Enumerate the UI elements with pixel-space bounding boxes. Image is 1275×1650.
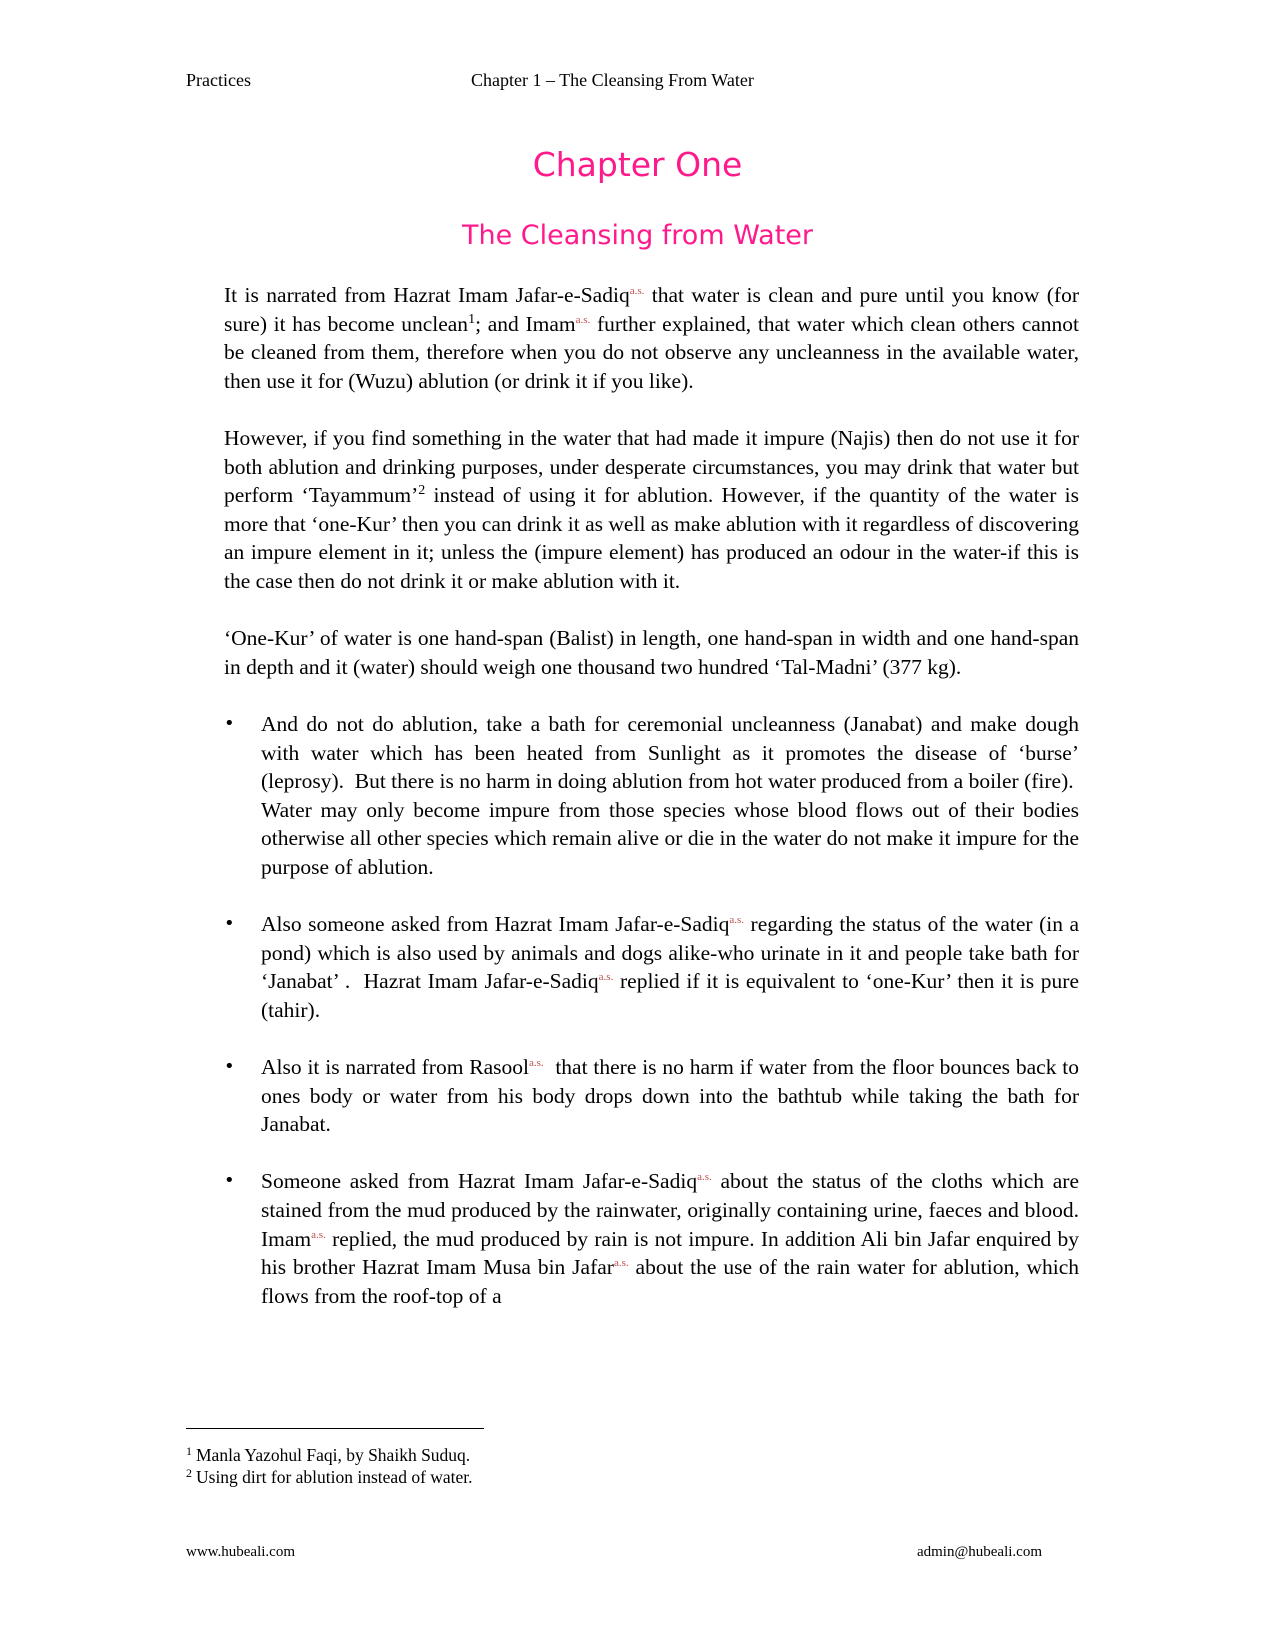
- honorific-superscript: a.s.: [613, 1257, 629, 1270]
- bullet-icon: •: [224, 1056, 235, 1078]
- chapter-subtitle: The Cleansing from Water: [461, 220, 814, 251]
- honorific-superscript: a.s.: [529, 1057, 544, 1070]
- main-text: [224, 281, 1079, 1339]
- text-run: that water is clean and pure until you know (for sure) it has become unclean: [224, 283, 1079, 336]
- text-run: And do not do ablution, take a bath for ceremonial uncleanness (Janabat) and make dough with water which has been heated from Sunlight as it promotes the disease of ‘burse’ (leprosy). But there is no harm in doing ablution from hot water produced from a boiler (fire). Water may only become impure from those species whose blood flows out of their bodies otherwise all other species which remain alive or die in the water do not make it impure for the purpose of ablution.: [261, 711, 1079, 879]
- header-chapter-title: Chapter 1 – The Cleansing From Water: [471, 70, 754, 90]
- text-run: Also it is narrated from Rasool: [261, 1055, 529, 1080]
- text-run: replied, the mud produced by rain is not impure. In addition Ali bin Jafar enquired by his brother Hazrat Imam Musa bin Jafar: [261, 1226, 1079, 1280]
- footnote-reference[interactable]: 1: [468, 311, 476, 327]
- paragraph: [224, 624, 1079, 681]
- bullet-icon: •: [224, 712, 235, 734]
- list-item: [224, 1053, 1079, 1139]
- text-run: about the use of the rain water for ablution, which flows from the roof-top of a: [261, 1255, 1079, 1308]
- text-run: replied if it is equivalent to ‘one-Kur’ then it is pure (tahir).: [261, 969, 1079, 1022]
- text-run: ; and Imam: [475, 311, 576, 336]
- footnote: [186, 1444, 1066, 1466]
- footnote-text: Manla Yazohul Faqi, by Shaikh Suduq.: [196, 1445, 471, 1465]
- paragraph: [224, 424, 1079, 596]
- footer-website-link[interactable]: www.hubeali.com: [186, 1544, 295, 1560]
- list-item: [224, 910, 1079, 1024]
- bullet-icon: •: [224, 913, 235, 935]
- text-run: that there is no harm if water from the floor bounces back to ones body or water from his body drops down into the bathtub while taking the bath for Janabat.: [261, 1055, 1080, 1137]
- text-run: Someone asked from Hazrat Imam Jafar-e-Sadiq: [261, 1169, 698, 1194]
- text-run: instead of using it for ablution. However, if the quantity of the water is more that ‘one-Kur’ then you can drink it as well as make ablution with it regardless of discovering an impure element in it; unless the (impure element) has produced an odour in the water-if this is the case then do not drink it or make ablution with it.: [224, 483, 1079, 593]
- header-book-title: Practices: [186, 70, 251, 90]
- footnote-separator: [186, 1428, 484, 1429]
- honorific-superscript: a.s.: [598, 971, 614, 984]
- bullet-icon: •: [224, 1170, 235, 1192]
- list-item: [224, 1167, 1079, 1310]
- chapter-title: Chapter One: [532, 145, 743, 184]
- honorific-superscript: a.s.: [575, 313, 591, 326]
- text-run: It is narrated from Hazrat Imam Jafar-e-Sadiq: [224, 283, 630, 307]
- footnote-text: Using dirt for ablution instead of water.: [196, 1467, 473, 1487]
- honorific-superscript: a.s.: [311, 1228, 326, 1241]
- footnotes: [186, 1444, 1066, 1488]
- text-run: ‘One-Kur’ of water is one hand-span (Balist) in length, one hand-span in width and one hand-span in depth and it (water) should weigh one thousand two hundred ‘Tal-Madni’ (377 kg).: [224, 626, 1079, 679]
- honorific-superscript: a.s.: [729, 914, 745, 927]
- honorific-superscript: a.s.: [697, 1171, 712, 1184]
- list-item: [224, 710, 1079, 882]
- footnote: [186, 1466, 1066, 1488]
- footnote-number: 1: [186, 1444, 192, 1458]
- text-run: regarding the status of the water (in a pond) which is also used by animals and dogs alike-who urinate in it and people take bath for ‘Janabat’ . Hazrat Imam Jafar-e-Sadiq: [261, 912, 1080, 994]
- bullet-list: [224, 710, 1079, 1310]
- text-run: Also someone asked from Hazrat Imam Jafar-e-Sadiq: [261, 912, 730, 937]
- footnote-number: 2: [186, 1466, 192, 1480]
- footer-email-link[interactable]: admin@hubeali.com: [916, 1544, 1042, 1560]
- text-run: However, if you find something in the water that had made it impure (Najis) then do not use it for both ablution and drinking purposes, under desperate circumstances, you may drink that water but perform ‘Tayammum’: [224, 425, 1079, 508]
- page-footer: [186, 1544, 1042, 1566]
- text-run: about the status of the cloths which are stained from the mud produced by the rainwater, originally containing urine, faeces and blood. Imam: [261, 1169, 1079, 1251]
- honorific-superscript: a.s.: [629, 285, 645, 297]
- paragraph: [224, 281, 1079, 395]
- footnote-reference[interactable]: 2: [418, 483, 426, 499]
- text-run: further explained, that water which clean others cannot be cleaned from them, therefore when you do not observe any uncleanness in the available water, then use it for (Wuzu) ablution (or drink it if you like).: [224, 311, 1079, 393]
- page-header: [186, 70, 1066, 94]
